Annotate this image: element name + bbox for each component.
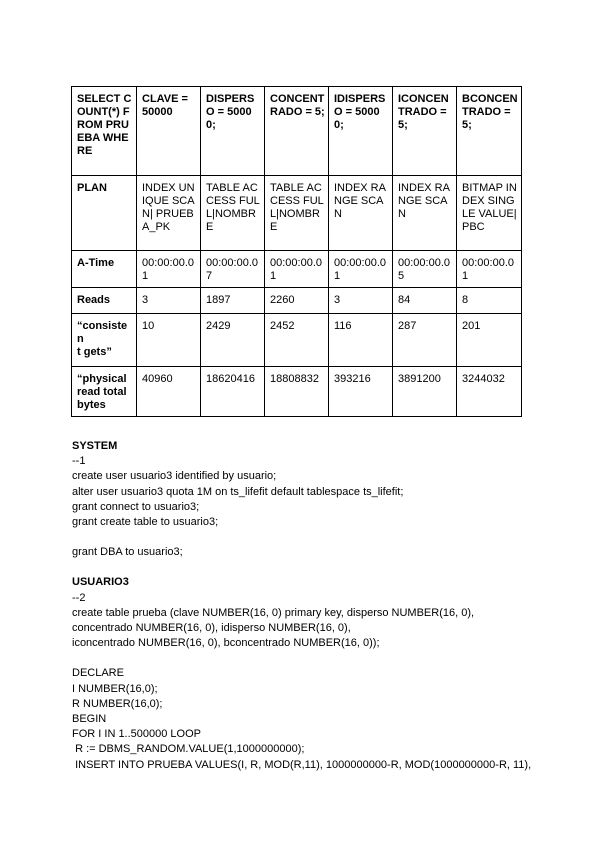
table-cell: 00:00:00.01 <box>329 251 393 288</box>
header-cell: IDISPERSO = 50000; <box>329 87 393 176</box>
code-line: create table prueba (clave NUMBER(16, 0) primary key, disperso NUMBER(16, 0), <box>72 606 475 619</box>
row-label: Reads <box>72 288 137 314</box>
system-heading: SYSTEM <box>72 440 118 452</box>
header-cell: ICONCENTRADO = 5; <box>393 87 457 176</box>
table-cell: 18808832 <box>265 367 329 417</box>
header-cell: DISPERSO = 50000; <box>201 87 265 176</box>
table-cell: TABLE ACCESS FULL|NOMBRE <box>265 176 329 251</box>
query-results-table <box>71 86 522 417</box>
row-label: “physical read total bytes <box>72 367 137 417</box>
code-line: BEGIN <box>72 713 107 726</box>
code-line: INSERT INTO PRUEBA VALUES(I, R, MOD(R,11), 1000000000-R, MOD(1000000000-R, 11), <box>72 758 532 771</box>
table-cell: 18620416 <box>201 367 265 417</box>
row-label: “consisten t gets” <box>72 314 137 367</box>
table-cell: 00:00:00.05 <box>393 251 457 288</box>
table-row <box>72 176 522 251</box>
system-lines <box>72 454 552 560</box>
code-line: grant create table to usuario3; <box>72 516 219 529</box>
table-cell: 40960 <box>137 367 201 417</box>
table-cell: 2452 <box>265 314 329 367</box>
row-label: PLAN <box>72 176 137 251</box>
row-label: A-Time <box>72 251 137 288</box>
code-line: R NUMBER(16,0); <box>72 697 163 710</box>
table-cell: 84 <box>393 288 457 314</box>
code-line: concentrado NUMBER(16, 0), idisperso NUMBER(16, 0), <box>72 622 351 635</box>
table-row <box>72 251 522 288</box>
table-cell: 00:00:00.01 <box>137 251 201 288</box>
table-cell: INDEX UNIQUE SCAN| PRUEBA_PK <box>137 176 201 251</box>
table-row <box>72 314 522 367</box>
code-line: grant DBA to usuario3; <box>72 546 183 559</box>
table-cell: 287 <box>393 314 457 367</box>
code-line: I NUMBER(16,0); <box>72 682 158 695</box>
header-cell: BCONCENTRADO = 5; <box>457 87 522 176</box>
header-cell: CONCENTRADO = 5; <box>265 87 329 176</box>
usuario3-lines <box>72 591 552 773</box>
blank-line <box>72 530 552 545</box>
table-cell: 00:00:00.01 <box>265 251 329 288</box>
code-line: DECLARE <box>72 667 124 680</box>
code-line: iconcentrado NUMBER(16, 0), bconcentrado NUMBER(16, 0)); <box>72 637 380 650</box>
table-row <box>72 288 522 314</box>
sql-script <box>72 439 552 773</box>
table-cell: 8 <box>457 288 522 314</box>
table-cell: INDEX RANGE SCAN <box>329 176 393 251</box>
table-cell: 00:00:00.07 <box>201 251 265 288</box>
section-spacer <box>72 560 552 575</box>
table-cell: 3 <box>137 288 201 314</box>
header-cell: SELECT COUNT(*) FROM PRUEBA WHERE <box>72 87 137 176</box>
table-cell: 2260 <box>265 288 329 314</box>
code-line: --2 <box>72 591 86 604</box>
table-header-row <box>72 87 522 176</box>
table-cell: 116 <box>329 314 393 367</box>
table-cell: 393216 <box>329 367 393 417</box>
table-cell: 00:00:00.01 <box>457 251 522 288</box>
table-cell: TABLE ACCESS FULL|NOMBRE <box>201 176 265 251</box>
table-cell: 1897 <box>201 288 265 314</box>
table-cell: BITMAP INDEX SINGLE VALUE| PBC <box>457 176 522 251</box>
table-cell: 3891200 <box>393 367 457 417</box>
header-cell: CLAVE = 50000 <box>137 87 201 176</box>
code-line: alter user usuario3 quota 1M on ts_lifefit default tablespace ts_lifefit; <box>72 485 404 498</box>
code-line: FOR I IN 1..500000 LOOP <box>72 728 202 741</box>
code-line: --1 <box>72 455 86 468</box>
code-line: grant connect to usuario3; <box>72 500 200 513</box>
code-line: R := DBMS_RANDOM.VALUE(1,1000000000); <box>72 743 305 756</box>
table-cell: 3 <box>329 288 393 314</box>
usuario3-heading: USUARIO3 <box>72 576 129 589</box>
code-line: create user usuario3 identified by usuario; <box>72 470 277 483</box>
table-cell: 2429 <box>201 314 265 367</box>
table-cell: 3244032 <box>457 367 522 417</box>
blank-line <box>72 651 552 666</box>
table-cell: INDEX RANGE SCAN <box>393 176 457 251</box>
table-cell: 10 <box>137 314 201 367</box>
table-row <box>72 367 522 417</box>
table-cell: 201 <box>457 314 522 367</box>
